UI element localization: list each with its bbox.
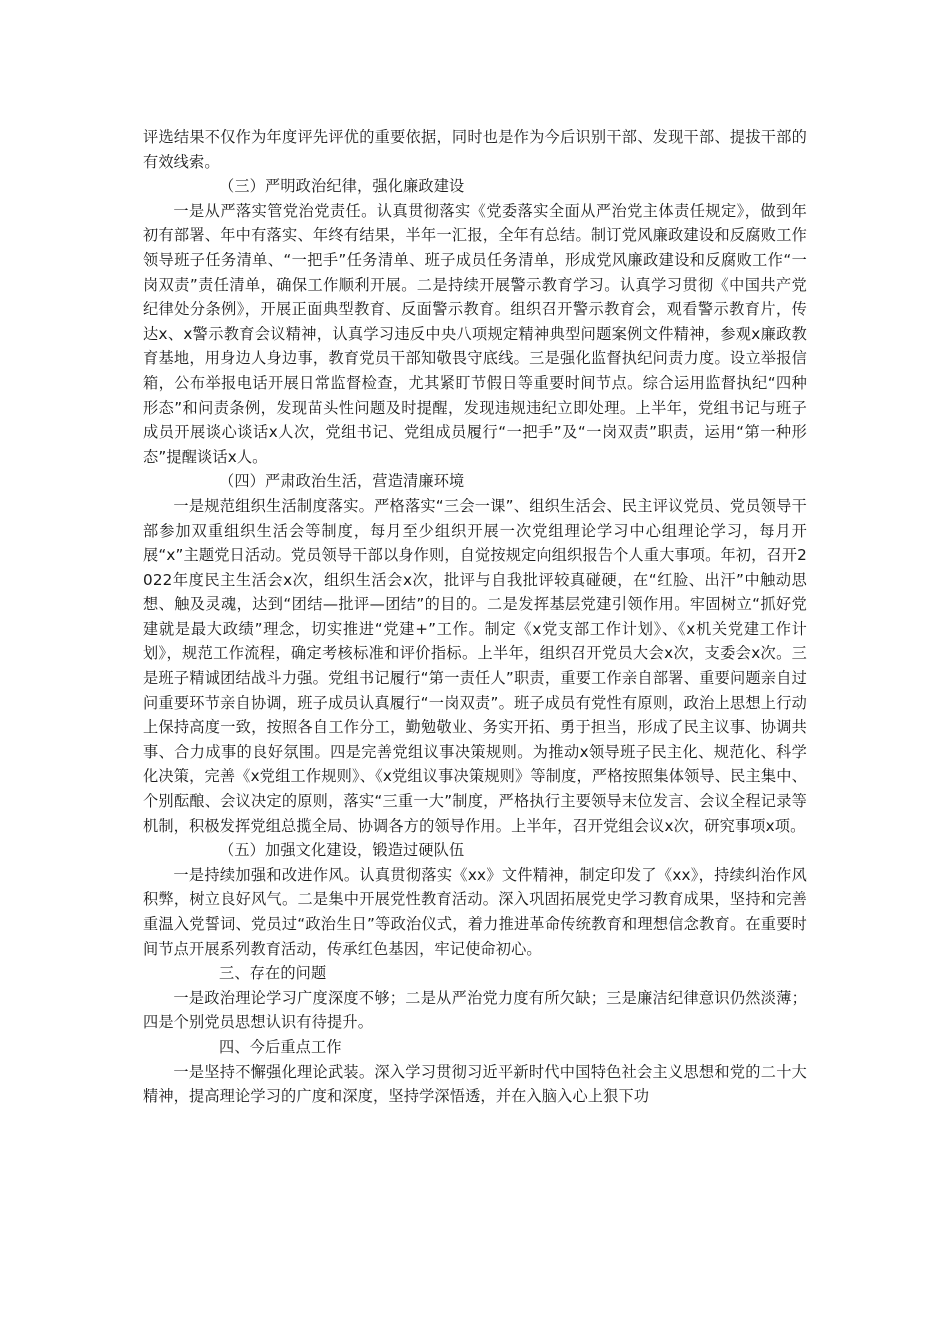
heading-section-5: （五）加强文化建设，锻造过硬队伍 (219, 841, 465, 860)
heading-existing-problems: 三、存在的问题 (219, 964, 327, 983)
paragraph-problems: 一是政治理论学习广度深度不够；二是从严治党力度有所欠缺；三是廉洁纪律意识仍然淡薄；四是个别党员思想认识有待提升。 (143, 988, 807, 1032)
heading-section-3: （三）严明政治纪律，强化廉政建设 (219, 177, 465, 196)
paragraph-culture-building: 一是持续加强和改进作风。认真贯彻落实《xx》文件精神，制定印发了《xx》，持续纠治作风积弊，树立良好风气。二是集中开展党性教育活动。深入巩固拓展党史学习教育成果，坚持和完善重温入党誓词、党员过“政治生日”等政治仪式，着力推进革命传统教育和理想信念教育。在重要时间节点开展系列教育活动，传承红色基因，牢记使命初心。 (143, 865, 807, 958)
paragraph-future-work: 一是坚持不懈强化理论武装。深入学习贯彻习近平新时代中国特色社会主义思想和党的二十大精神，提高理论学习的广度和深度，坚持学深悟透，并在入脑入心上狠下功 (143, 1062, 807, 1106)
paragraph-political-life: 一是规范组织生活制度落实。严格落实“三会一课”、组织生活会、民主评议党员、党员领导干部参加双重组织生活会等制度，每月至少组织开展一次党组理论学习中心组理论学习，每月开展“x”主题党日活动。党员领导干部以身作则，自觉按规定向组织报告个人重大事项。年初，召开2022年度民主生活会x次，组织生活会x次，批评与自我批评较真碰硬，在“红脸、出汗”中触动思想、触及灵魂，达到“团结—批评—团结”的目的。二是发挥基层党建引领作用。牢固树立“抓好党建就是最大政绩”理念，切实推进“党建+”工作。制定《x党支部工作计划》、《x机关党建工作计划》，规范工作流程，确定考核标准和评价指标。上半年，组织召开党员大会x次，支委会x次。三是班子精诚团结战斗力强。党组书记履行“第一责任人”职责，重要工作亲自部署、重要问题亲自过问重要环节亲自协调，班子成员认真履行“一岗双责”。班子成员有党性有原则，政治上思想上行动上保持高度一致，按照各自工作分工，勤勉敬业、务实开拓、勇于担当，形成了民主议事、协调共事、合力成事的良好氛围。四是完善党组议事决策规则。为推动x领导班子民主化、规范化、科学化决策，完善《x党组工作规则》、《x党组议事决策规则》等制度，严格按照集体领导、民主集中、个别酝酿、会议决定的原则，落实“三重一大”制度，严格执行主要领导末位发言、会议全程记录等机制，积极发挥党组总揽全局、协调各方的领导作用。上半年，召开党组会议x次，研究事项x项。 (143, 496, 807, 835)
paragraph-evaluation-results: 评选结果不仅作为年度评先评优的重要依据，同时也是作为今后识别干部、发现干部、提拔干部的有效线索。 (143, 128, 807, 171)
heading-future-work: 四、今后重点工作 (219, 1037, 342, 1056)
heading-section-4: （四）严肃政治生活，营造清廉环境 (219, 472, 465, 491)
paragraph-party-discipline: 一是从严落实管党治党责任。认真贯彻落实《党委落实全面从严治党主体责任规定》，做到年初有部署、年中有落实、年终有结果，半年一汇报，全年有总结。制订党风廉政建设和反腐败工作领导班子任务清单、“一把手”任务清单、班子成员任务清单，形成党风廉政建设和反腐败工作“一岗双责”责任清单，确保工作顺利开展。二是持续开展警示教育学习。认真学习贯彻《中国共产党纪律处分条例》，开展正面典型教育、反面警示教育。组织召开警示教育会，观看警示教育片，传达x、x警示教育会议精神，认真学习违反中央八项规定精神典型问题案例文件精神，参观x廉政教育基地，用身边人身边事，教育党员干部知敬畏守底线。三是强化监督执纪问责力度。设立举报信箱，公布举报电话开展日常监督检查，尤其紧盯节假日等重要时间节点。综合运用监督执纪“四种形态”和问责条例，发现苗头性问题及时提醒，发现违规违纪立即处理。上半年，党组书记与班子成员开展谈心谈话x人次，党组书记、党组成员履行“一把手”及“一岗双责”职责，运用“第一种形态”提醒谈话x人。 (143, 201, 807, 466)
document-body (143, 125, 807, 1109)
